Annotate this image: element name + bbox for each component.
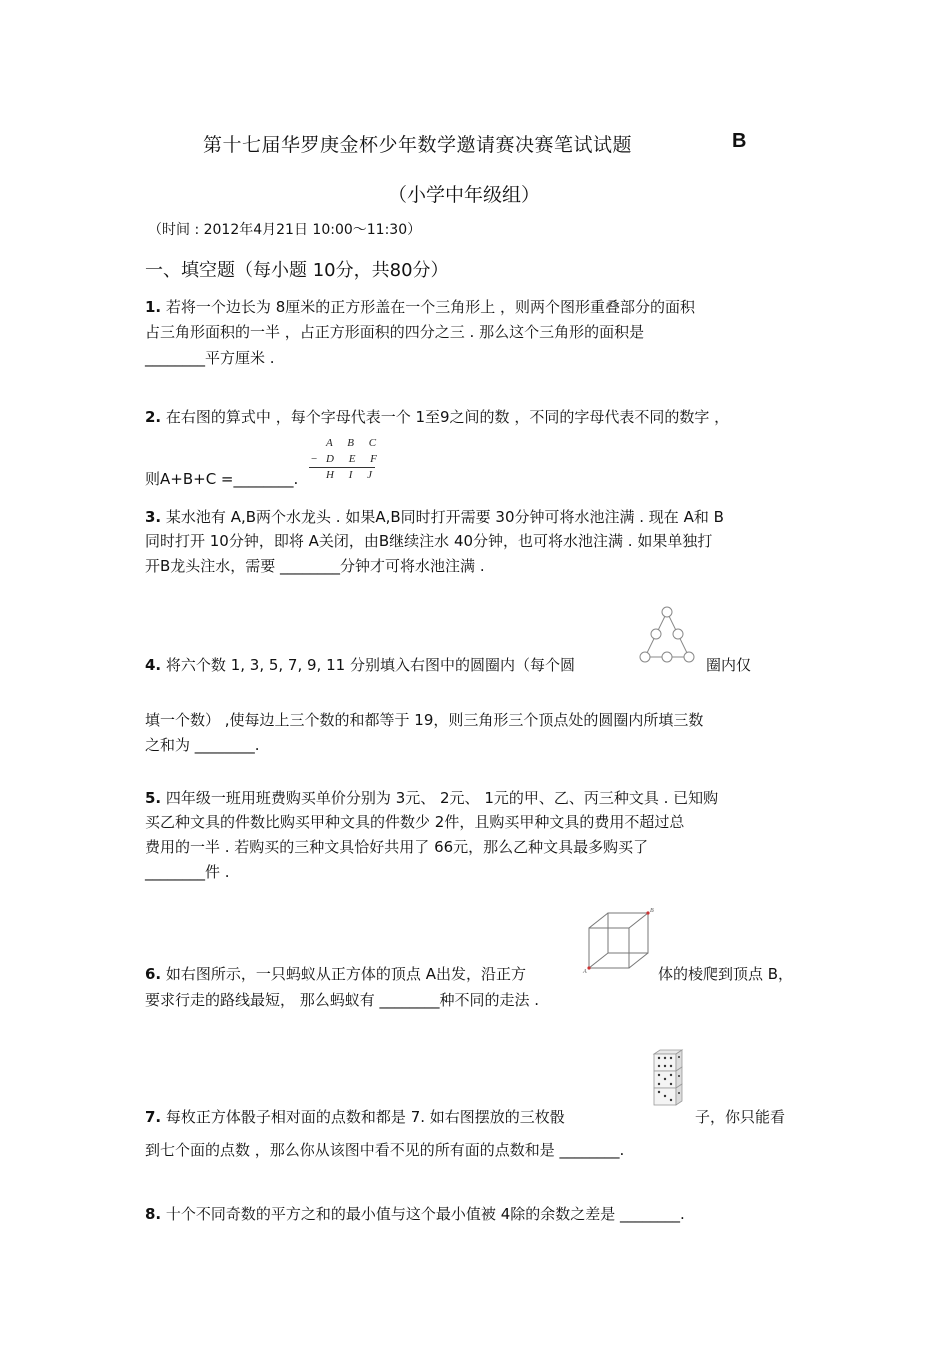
section-title: 一、填空题（每小题 10分，共80分） xyxy=(145,260,449,281)
question-text: 十个不同奇数的平方之和的最小值与这个最小值被 4除的余数之差是 ________. xyxy=(165,1205,685,1223)
question-text: 体的棱爬到顶点 B， xyxy=(658,965,794,983)
question-text: 占三角形面积的一半 ，占正方形面积的四分之三 . 那么这个三角形的面积是 xyxy=(145,323,645,341)
question-text: 四年级一班用班费购买单价分别为 3元、 2元、 1元的甲、乙、丙三种文具 . 已知购 xyxy=(165,789,719,807)
question-text: 子，你只能看 xyxy=(695,1108,786,1126)
question-number: 4. xyxy=(145,656,162,674)
question-number: 8. xyxy=(145,1205,162,1223)
question-text: 圈内仅 xyxy=(706,656,752,674)
question-number: 1. xyxy=(145,298,162,316)
question-number: 3. xyxy=(145,508,162,526)
question-text: ________件 . xyxy=(145,863,230,881)
question-number: 2. xyxy=(145,408,162,426)
subtraction-row-2: D E F xyxy=(326,453,383,465)
triangle-circles-figure xyxy=(634,604,700,664)
question-text: 要求行走的路线最短， 那么蚂蚁有 ________种不同的走法 . xyxy=(145,991,540,1009)
question-text: 开B龙头注水，需要 ________分钟才可将水池注满 . xyxy=(145,557,485,575)
subtraction-operator: − xyxy=(311,453,324,465)
question-text: 某水池有 A,B两个水龙头 . 如果A,B同时打开需要 30分钟可将水池注满 . 现在 A和 B xyxy=(165,508,724,526)
question-text: 在右图的算式中 ，每个字母代表一个 1至9之间的数 ，不同的字母代表不同的数字 ， xyxy=(165,408,730,426)
question-text: 将六个数 1, 3, 5, 7, 9, 11 分别填入右图中的圆圈内（每个圆 xyxy=(165,656,575,674)
subtraction-row-3: H I J xyxy=(326,469,378,481)
cube-figure xyxy=(583,905,663,975)
cube-vertex-a: A xyxy=(583,969,587,975)
exam-time: （时间 : 2012年4月21日 10:00～11:30） xyxy=(148,222,422,238)
question-text: 到七个面的点数 ，那么你从该图中看不见的所有面的点数和是 ________. xyxy=(145,1141,625,1159)
question-number: 6. xyxy=(145,965,162,983)
exam-title: 第十七届华罗庚金杯少年数学邀请赛决赛笔试试题 xyxy=(203,134,633,156)
cube-vertex-b: B xyxy=(650,908,654,914)
exam-version: B xyxy=(732,130,747,152)
question-text: 同时打开 10分钟，即将 A关闭，由B继续注水 40分钟，也可将水池注满 . 如果单独打 xyxy=(145,532,713,550)
question-text: 买乙种文具的件数比购买甲种文具的件数少 2件，且购买甲种文具的费用不超过总 xyxy=(145,813,685,831)
exam-subtitle: （小学中年级组） xyxy=(388,184,541,206)
dice-stack-figure xyxy=(652,1049,686,1109)
question-text: 如右图所示，一只蚂蚁从正方体的顶点 A出发，沿正方 xyxy=(165,965,526,983)
question-number: 7. xyxy=(145,1108,162,1126)
subtraction-row-1: A B C xyxy=(326,437,383,449)
question-text: 若将一个边长为 8厘米的正方形盖在一个三角形上 ，则两个图形重叠部分的面积 xyxy=(165,298,696,316)
question-text: 每枚正方体骰子相对面的点数和都是 7. 如右图摆放的三枚骰 xyxy=(165,1108,565,1126)
question-text: 费用的一半 . 若购买的三种文具恰好共用了 66元，那么乙种文具最多购买了 xyxy=(145,838,649,856)
question-number: 5. xyxy=(145,789,162,807)
question-text: ________平方厘米 . xyxy=(145,349,275,367)
subtraction-rule xyxy=(309,467,375,468)
question-text: 填一个数） ,使每边上三个数的和都等于 19，则三角形三个顶点处的圆圈内所填三数 xyxy=(145,711,704,729)
question-text: 之和为 ________. xyxy=(145,736,260,754)
question-text: 则A+B+C =________. xyxy=(145,470,299,488)
